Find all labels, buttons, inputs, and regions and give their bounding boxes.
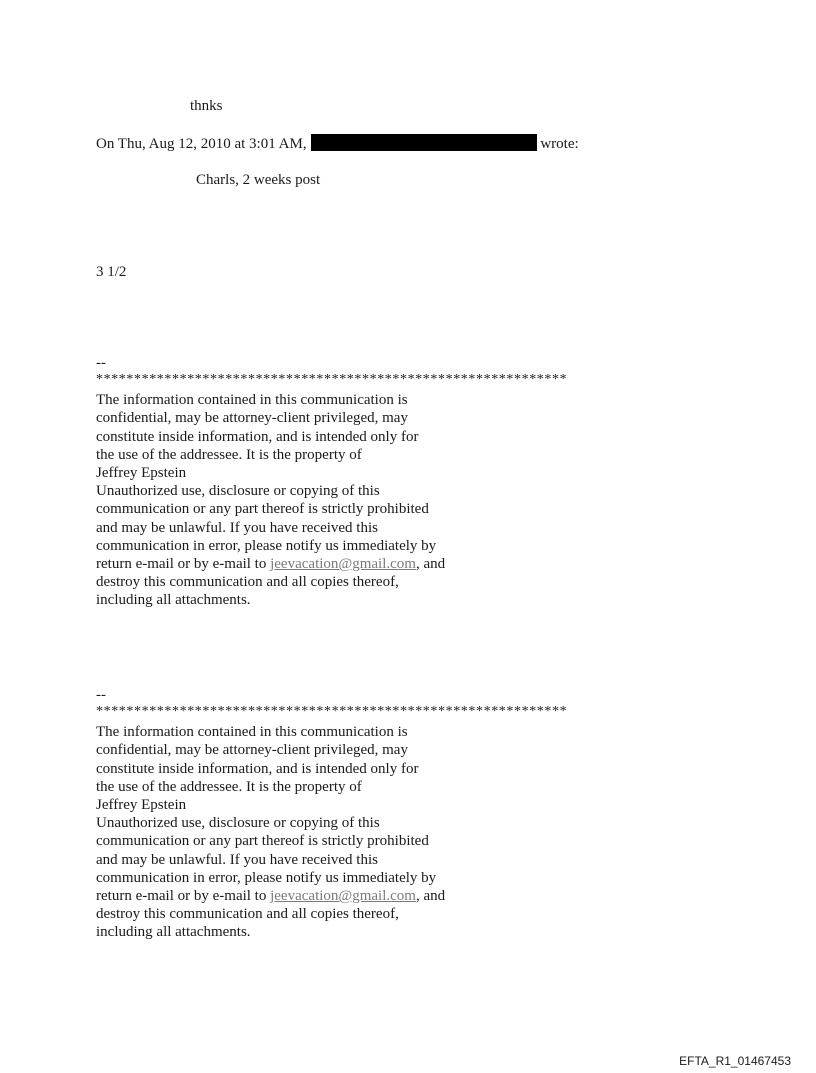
disclaimer-line: confidential, may be attorney-client privileged, may (96, 742, 408, 759)
disclaimer-line: Jeffrey Epstein (96, 797, 187, 814)
disclaimer-line: communication in error, please notify us immediately by (96, 869, 437, 886)
disclaimer-line: constitute inside information, and is intended only for (96, 428, 419, 445)
disclaimer-line: The information contained in this communication is (96, 392, 408, 409)
confidentiality-disclaimer (96, 686, 567, 942)
disclaimer-line (96, 555, 567, 573)
disclaimer-text: return e-mail or by e-mail to (96, 556, 271, 573)
disclaimer-line: and may be unlawful. If you have received this (96, 851, 378, 868)
email-link[interactable]: jeevacation@gmail.com (270, 888, 416, 905)
disclaimer-line: Unauthorized use, disclosure or copying of this (96, 815, 380, 832)
disclaimer-line: communication or any part thereof is strictly prohibited (96, 833, 429, 850)
asterisk-divider: ************************************************************** (96, 372, 568, 388)
confidentiality-disclaimer (96, 354, 567, 610)
disclaimer-line: including all attachments. (96, 924, 251, 941)
disclaimer-line: The information contained in this communication is (96, 724, 408, 741)
disclaimer-line: destroy this communication and all copies thereof, (96, 906, 399, 923)
disclaimer-text: , and (415, 888, 446, 905)
disclaimer-text: , and (415, 556, 446, 573)
disclaimer-line: Jeffrey Epstein (96, 465, 187, 482)
disclaimer-line: destroy this communication and all copies thereof, (96, 574, 399, 591)
document-id: EFTA_R1_01467453 (679, 1054, 791, 1068)
disclaimer-line: Unauthorized use, disclosure or copying of this (96, 483, 380, 500)
attribution-prefix: On Thu, Aug 12, 2010 at 3:01 AM, (96, 136, 307, 152)
disclaimer-line: the use of the addressee. It is the property of (96, 446, 362, 463)
quote-attribution (96, 134, 579, 153)
quoted-message-fraction: 3 1/2 (96, 264, 127, 280)
signature-separator: -- (96, 355, 106, 371)
disclaimer-line: communication or any part thereof is strictly prohibited (96, 501, 429, 518)
disclaimer-line: confidential, may be attorney-client privileged, may (96, 410, 408, 427)
email-link[interactable]: jeevacation@gmail.com (270, 556, 416, 573)
signature-separator: -- (96, 687, 106, 703)
redaction-block (311, 134, 537, 151)
disclaimer-line: constitute inside information, and is intended only for (96, 760, 419, 777)
disclaimer-line: including all attachments. (96, 592, 251, 609)
attribution-suffix: wrote: (540, 136, 579, 152)
asterisk-divider: ************************************************************** (96, 704, 568, 720)
reply-text: thnks (190, 98, 223, 114)
disclaimer-line (96, 887, 567, 905)
disclaimer-line: the use of the addressee. It is the property of (96, 778, 362, 795)
disclaimer-line: and may be unlawful. If you have received this (96, 519, 378, 536)
disclaimer-text: return e-mail or by e-mail to (96, 888, 271, 905)
quoted-message-line: Charls, 2 weeks post (196, 172, 321, 188)
disclaimer-line: communication in error, please notify us immediately by (96, 537, 437, 554)
